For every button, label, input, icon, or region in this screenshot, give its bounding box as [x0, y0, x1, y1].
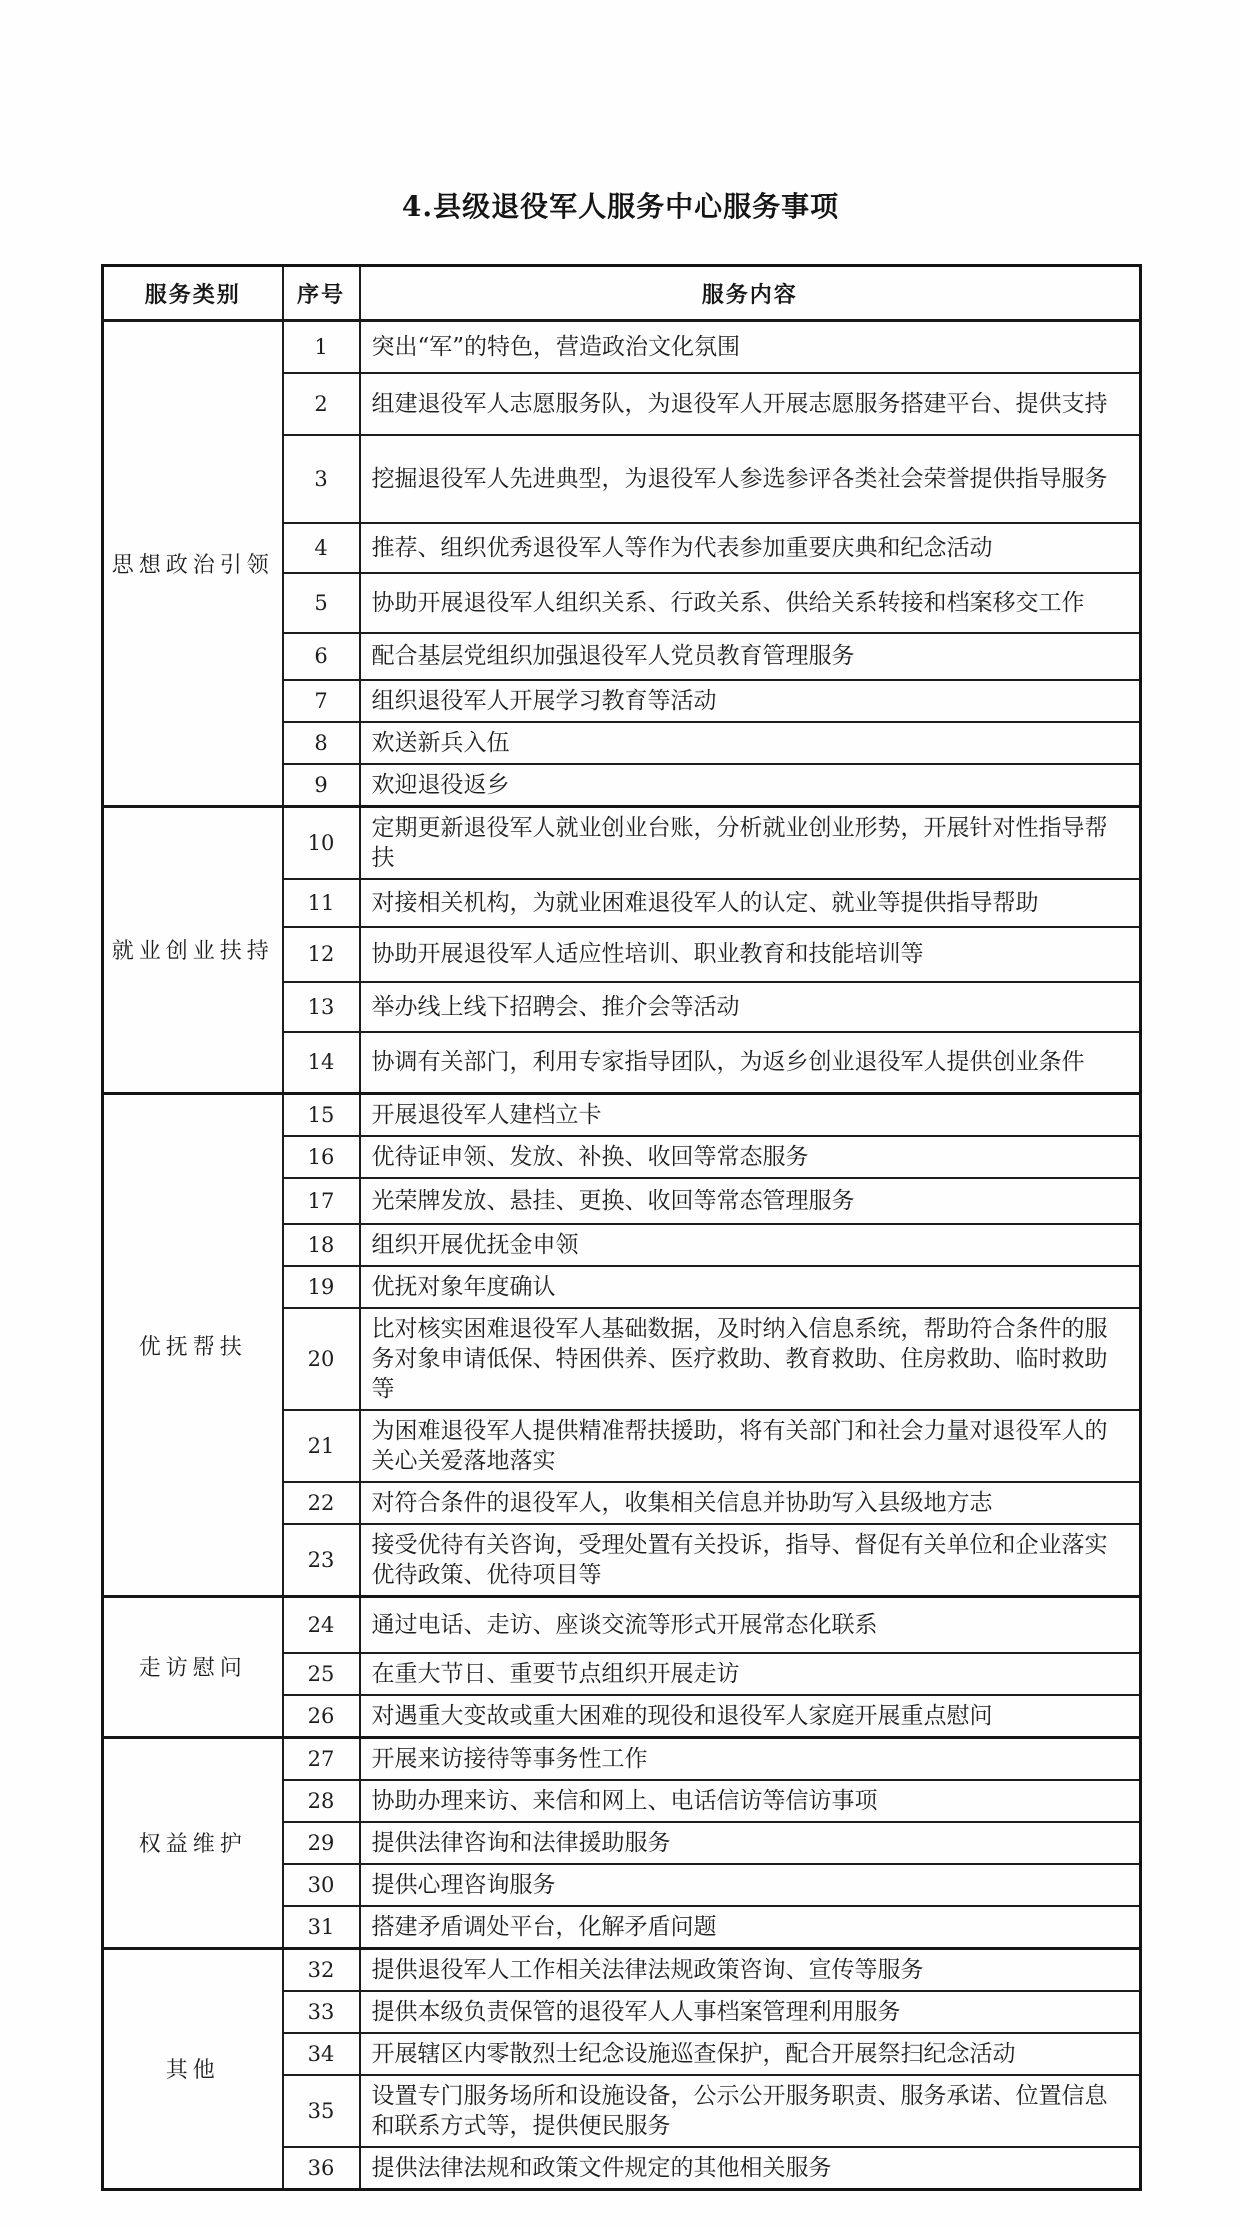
- table-row: [103, 806, 1141, 879]
- service-content: 挖掘退役军人先进典型，为退役军人参选参评各类社会荣誉提供指导服务: [360, 435, 1141, 523]
- service-content: 设置专门服务场所和设施设备，公示公开服务职责、服务承诺、位置信息和联系方式等，提供便民服务: [360, 2075, 1141, 2147]
- service-content: 比对核实困难退役军人基础数据，及时纳入信息系统，帮助符合条件的服务对象申请低保、特困供养、医疗救助、教育救助、住房救助、临时救助等: [360, 1308, 1141, 1410]
- service-content: 对符合条件的退役军人，收集相关信息并协助写入县级地方志: [360, 1482, 1141, 1524]
- service-content: 协助开展退役军人适应性培训、职业教育和技能培训等: [360, 927, 1141, 982]
- table-row: [103, 1948, 1141, 1991]
- row-number: 14: [283, 1032, 360, 1094]
- row-number: 28: [283, 1780, 360, 1822]
- category-cell: 其他: [103, 1948, 283, 2189]
- service-content: 在重大节日、重要节点组织开展走访: [360, 1653, 1141, 1695]
- service-content: 举办线上线下招聘会、推介会等活动: [360, 982, 1141, 1032]
- row-number: 9: [283, 764, 360, 807]
- row-number: 3: [283, 435, 360, 523]
- service-content: 提供法律法规和政策文件规定的其他相关服务: [360, 2147, 1141, 2190]
- table-row: [103, 1737, 1141, 1780]
- row-number: 27: [283, 1737, 360, 1780]
- row-number: 16: [283, 1136, 360, 1178]
- row-number: 26: [283, 1695, 360, 1738]
- row-number: 23: [283, 1524, 360, 1597]
- category-cell: 思想政治引领: [103, 321, 283, 807]
- row-number: 5: [283, 573, 360, 633]
- service-content: 组建退役军人志愿服务队，为退役军人开展志愿服务搭建平台、提供支持: [360, 373, 1141, 435]
- service-content: 组织开展优抚金申领: [360, 1224, 1141, 1266]
- service-content: 组织退役军人开展学习教育等活动: [360, 680, 1141, 722]
- category-cell: 优抚帮扶: [103, 1094, 283, 1597]
- category-cell: 走访慰问: [103, 1597, 283, 1738]
- row-number: 35: [283, 2075, 360, 2147]
- service-content: 欢迎退役返乡: [360, 764, 1141, 807]
- category-cell: 就业创业扶持: [103, 806, 283, 1094]
- service-content: 接受优待有关咨询，受理处置有关投诉，指导、督促有关单位和企业落实优待政策、优待项目等: [360, 1524, 1141, 1597]
- service-content: 欢送新兵入伍: [360, 722, 1141, 764]
- category-cell: 权益维护: [103, 1737, 283, 1948]
- row-number: 25: [283, 1653, 360, 1695]
- service-items-table: [101, 264, 1142, 2191]
- row-number: 34: [283, 2033, 360, 2075]
- service-content: 开展来访接待等事务性工作: [360, 1737, 1141, 1780]
- row-number: 13: [283, 982, 360, 1032]
- document-title: 4.县级退役军人服务中心服务事项: [401, 190, 840, 223]
- service-content: 提供法律咨询和法律援助服务: [360, 1822, 1141, 1864]
- service-content: 提供本级负责保管的退役军人人事档案管理利用服务: [360, 1991, 1141, 2033]
- row-number: 6: [283, 633, 360, 680]
- row-number: 30: [283, 1864, 360, 1906]
- table-row: [103, 1094, 1141, 1137]
- row-number: 2: [283, 373, 360, 435]
- service-content: 提供退役军人工作相关法律法规政策咨询、宣传等服务: [360, 1948, 1141, 1991]
- service-content: 配合基层党组织加强退役军人党员教育管理服务: [360, 633, 1141, 680]
- table-row: [103, 321, 1141, 373]
- header-service-content: 服务内容: [360, 266, 1141, 321]
- service-content: 定期更新退役军人就业创业台账，分析就业创业形势，开展针对性指导帮扶: [360, 806, 1141, 879]
- service-content: 协助办理来访、来信和网上、电话信访等信访事项: [360, 1780, 1141, 1822]
- row-number: 20: [283, 1308, 360, 1410]
- table-body: [103, 321, 1141, 2190]
- service-content: 光荣牌发放、悬挂、更换、收回等常态管理服务: [360, 1178, 1141, 1224]
- row-number: 17: [283, 1178, 360, 1224]
- row-number: 36: [283, 2147, 360, 2190]
- service-content: 协助开展退役军人组织关系、行政关系、供给关系转接和档案移交工作: [360, 573, 1141, 633]
- service-content: 开展辖区内零散烈士纪念设施巡查保护，配合开展祭扫纪念活动: [360, 2033, 1141, 2075]
- row-number: 24: [283, 1597, 360, 1653]
- row-number: 10: [283, 806, 360, 879]
- row-number: 22: [283, 1482, 360, 1524]
- row-number: 8: [283, 722, 360, 764]
- service-content: 突出“军”的特色，营造政治文化氛围: [360, 321, 1141, 373]
- row-number: 4: [283, 523, 360, 573]
- service-content: 为困难退役军人提供精准帮扶援助，将有关部门和社会力量对退役军人的关心关爱落地落实: [360, 1410, 1141, 1482]
- row-number: 7: [283, 680, 360, 722]
- service-content: 开展退役军人建档立卡: [360, 1094, 1141, 1137]
- service-content: 对接相关机构，为就业困难退役军人的认定、就业等提供指导帮助: [360, 879, 1141, 927]
- service-content: 对遇重大变故或重大困难的现役和退役军人家庭开展重点慰问: [360, 1695, 1141, 1738]
- row-number: 29: [283, 1822, 360, 1864]
- table-header-row: [103, 266, 1141, 321]
- row-number: 19: [283, 1266, 360, 1308]
- row-number: 32: [283, 1948, 360, 1991]
- row-number: 15: [283, 1094, 360, 1137]
- row-number: 1: [283, 321, 360, 373]
- service-content: 协调有关部门，利用专家指导团队，为返乡创业退役军人提供创业条件: [360, 1032, 1141, 1094]
- service-content: 优抚对象年度确认: [360, 1266, 1141, 1308]
- service-content: 优待证申领、发放、补换、收回等常态服务: [360, 1136, 1141, 1178]
- service-content: 提供心理咨询服务: [360, 1864, 1141, 1906]
- service-content: 推荐、组织优秀退役军人等作为代表参加重要庆典和纪念活动: [360, 523, 1141, 573]
- header-serial-number: 序号: [283, 266, 360, 321]
- row-number: 21: [283, 1410, 360, 1482]
- row-number: 11: [283, 879, 360, 927]
- row-number: 18: [283, 1224, 360, 1266]
- table-row: [103, 1597, 1141, 1653]
- service-content: 搭建矛盾调处平台，化解矛盾问题: [360, 1906, 1141, 1949]
- row-number: 12: [283, 927, 360, 982]
- service-content: 通过电话、走访、座谈交流等形式开展常态化联系: [360, 1597, 1141, 1653]
- row-number: 33: [283, 1991, 360, 2033]
- row-number: 31: [283, 1906, 360, 1949]
- header-service-category: 服务类别: [103, 266, 283, 321]
